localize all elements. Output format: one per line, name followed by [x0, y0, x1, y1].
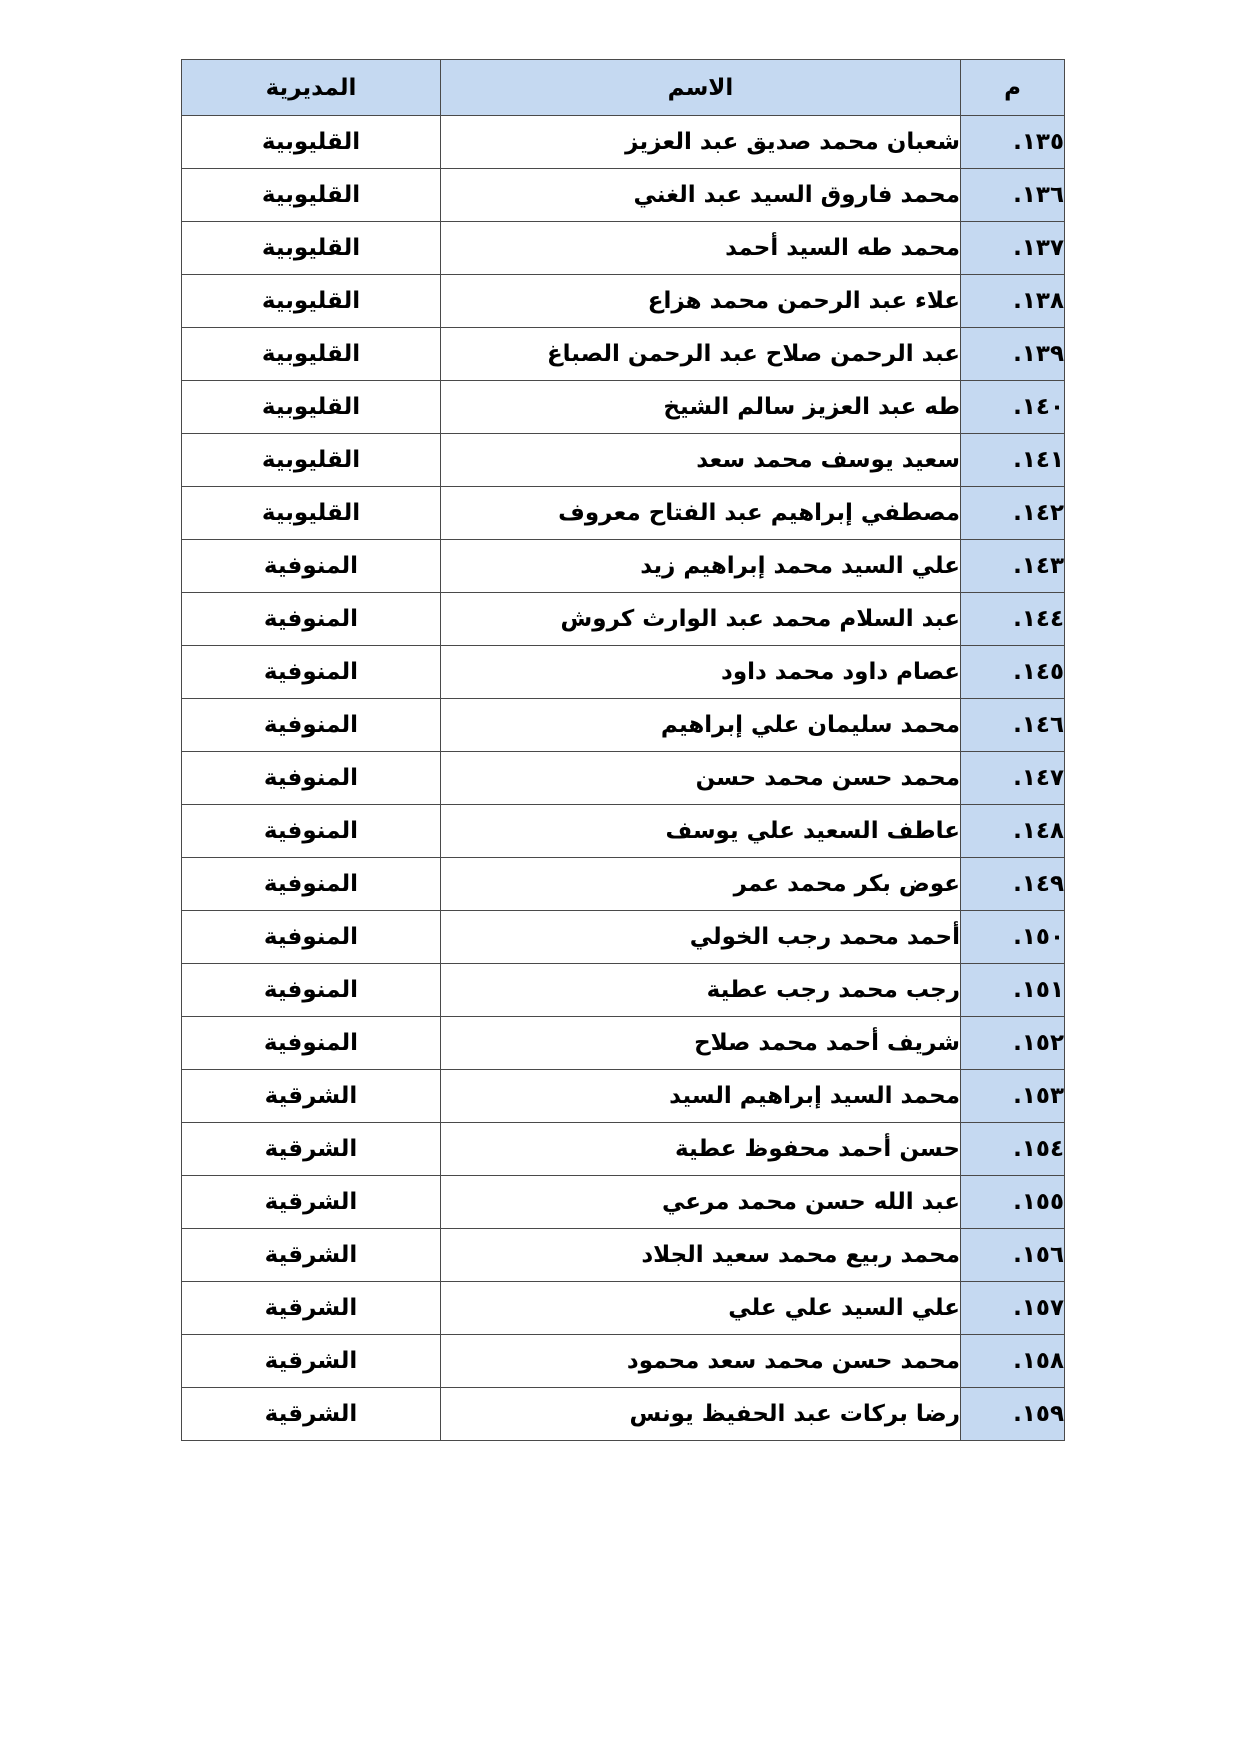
row-number: ١٥٧.: [961, 1282, 1065, 1335]
row-name: عبد الله حسن محمد مرعي: [441, 1176, 961, 1229]
row-number: ١٤٨.: [961, 805, 1065, 858]
row-directorate: المنوفية: [182, 699, 441, 752]
row-directorate: الشرقية: [182, 1282, 441, 1335]
row-number: ١٥٨.: [961, 1335, 1065, 1388]
table-row: [182, 540, 1065, 593]
row-directorate: القليوبية: [182, 381, 441, 434]
row-directorate: القليوبية: [182, 169, 441, 222]
row-number: ١٥٥.: [961, 1176, 1065, 1229]
row-directorate: الشرقية: [182, 1176, 441, 1229]
row-number: ١٣٧.: [961, 222, 1065, 275]
row-name: علي السيد محمد إبراهيم زيد: [441, 540, 961, 593]
row-directorate: المنوفية: [182, 540, 441, 593]
row-number: ١٤٥.: [961, 646, 1065, 699]
row-name: محمد حسن محمد سعد محمود: [441, 1335, 961, 1388]
row-name: محمد سليمان علي إبراهيم: [441, 699, 961, 752]
table-row: [182, 1017, 1065, 1070]
row-directorate: القليوبية: [182, 487, 441, 540]
row-name: شعبان محمد صديق عبد العزيز: [441, 116, 961, 169]
table-row: [182, 858, 1065, 911]
row-number: ١٤٦.: [961, 699, 1065, 752]
row-name: رضا بركات عبد الحفيظ يونس: [441, 1388, 961, 1441]
row-directorate: القليوبية: [182, 222, 441, 275]
row-directorate: المنوفية: [182, 593, 441, 646]
row-directorate: الشرقية: [182, 1123, 441, 1176]
row-name: محمد ربيع محمد سعيد الجلاد: [441, 1229, 961, 1282]
table-body: [182, 116, 1065, 1441]
table-row: [182, 1335, 1065, 1388]
table-row: [182, 1123, 1065, 1176]
table-header: [182, 60, 1065, 116]
row-name: محمد طه السيد أحمد: [441, 222, 961, 275]
table-row: [182, 434, 1065, 487]
table-row: [182, 593, 1065, 646]
table-row: [182, 1229, 1065, 1282]
row-number: ١٤٧.: [961, 752, 1065, 805]
row-name: عبد السلام محمد عبد الوارث كروش: [441, 593, 961, 646]
row-directorate: المنوفية: [182, 1017, 441, 1070]
row-number: ١٥٢.: [961, 1017, 1065, 1070]
row-directorate: الشرقية: [182, 1388, 441, 1441]
row-number: ١٥٦.: [961, 1229, 1065, 1282]
row-name: محمد فاروق السيد عبد الغني: [441, 169, 961, 222]
row-number: ١٣٦.: [961, 169, 1065, 222]
row-name: شريف أحمد محمد صلاح: [441, 1017, 961, 1070]
table-row: [182, 381, 1065, 434]
names-table: [181, 59, 1065, 1441]
row-directorate: المنوفية: [182, 964, 441, 1017]
row-name: أحمد محمد رجب الخولي: [441, 911, 961, 964]
row-number: ١٤٢.: [961, 487, 1065, 540]
table-row: [182, 275, 1065, 328]
table-row: [182, 805, 1065, 858]
row-name: مصطفي إبراهيم عبد الفتاح معروف: [441, 487, 961, 540]
row-directorate: المنوفية: [182, 805, 441, 858]
table-row: [182, 699, 1065, 752]
row-directorate: القليوبية: [182, 434, 441, 487]
table-row: [182, 752, 1065, 805]
row-number: ١٥٠.: [961, 911, 1065, 964]
row-directorate: المنوفية: [182, 752, 441, 805]
table-row: [182, 487, 1065, 540]
row-name: محمد حسن محمد حسن: [441, 752, 961, 805]
table-row: [182, 1282, 1065, 1335]
row-number: ١٥٣.: [961, 1070, 1065, 1123]
row-number: ١٤٩.: [961, 858, 1065, 911]
table-row: [182, 646, 1065, 699]
header-number: م: [961, 60, 1065, 116]
row-name: علاء عبد الرحمن محمد هزاع: [441, 275, 961, 328]
row-number: ١٣٥.: [961, 116, 1065, 169]
table-row: [182, 911, 1065, 964]
row-name: عوض بكر محمد عمر: [441, 858, 961, 911]
row-directorate: الشرقية: [182, 1335, 441, 1388]
table-row: [182, 116, 1065, 169]
row-name: طه عبد العزيز سالم الشيخ: [441, 381, 961, 434]
row-number: ١٣٩.: [961, 328, 1065, 381]
row-name: عصام داود محمد داود: [441, 646, 961, 699]
row-name: سعيد يوسف محمد سعد: [441, 434, 961, 487]
row-number: ١٤٤.: [961, 593, 1065, 646]
header-directorate: المديرية: [182, 60, 441, 116]
row-directorate: الشرقية: [182, 1229, 441, 1282]
row-number: ١٣٨.: [961, 275, 1065, 328]
table-row: [182, 1388, 1065, 1441]
row-number: ١٥٩.: [961, 1388, 1065, 1441]
header-name: الاسم: [441, 60, 961, 116]
row-name: رجب محمد رجب عطية: [441, 964, 961, 1017]
table-row: [182, 328, 1065, 381]
row-directorate: الشرقية: [182, 1070, 441, 1123]
row-name: عاطف السعيد علي يوسف: [441, 805, 961, 858]
row-number: ١٤١.: [961, 434, 1065, 487]
row-name: حسن أحمد محفوظ عطية: [441, 1123, 961, 1176]
row-number: ١٥١.: [961, 964, 1065, 1017]
row-directorate: القليوبية: [182, 328, 441, 381]
row-name: محمد السيد إبراهيم السيد: [441, 1070, 961, 1123]
table-row: [182, 169, 1065, 222]
row-directorate: القليوبية: [182, 116, 441, 169]
row-number: ١٤٠.: [961, 381, 1065, 434]
table-row: [182, 1176, 1065, 1229]
table-row: [182, 1070, 1065, 1123]
row-name: عبد الرحمن صلاح عبد الرحمن الصباغ: [441, 328, 961, 381]
row-name: علي السيد علي علي: [441, 1282, 961, 1335]
header-row: [182, 60, 1065, 116]
row-directorate: المنوفية: [182, 646, 441, 699]
row-directorate: القليوبية: [182, 275, 441, 328]
row-number: ١٥٤.: [961, 1123, 1065, 1176]
table-row: [182, 964, 1065, 1017]
row-directorate: المنوفية: [182, 858, 441, 911]
row-directorate: المنوفية: [182, 911, 441, 964]
table-row: [182, 222, 1065, 275]
row-number: ١٤٣.: [961, 540, 1065, 593]
